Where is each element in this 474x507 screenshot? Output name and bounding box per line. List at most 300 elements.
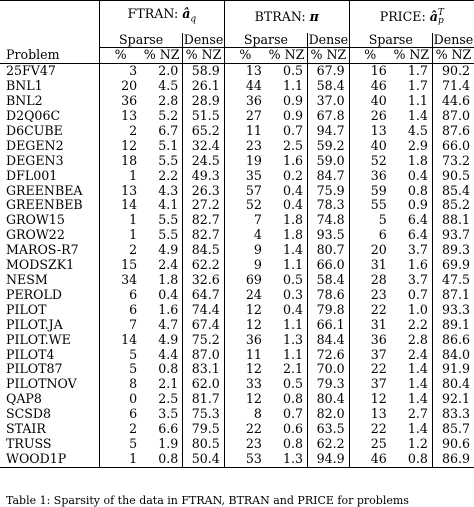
table-row (0, 333, 474, 348)
price-sparse-pctnz: 1.4 (407, 108, 428, 124)
ftran-sparse-pctnz: 2.4 (158, 257, 179, 273)
btran-sparse-pct: 4 (224, 228, 266, 243)
btran-dense-pctnz: 79.8 (308, 303, 350, 318)
ftran-sparse-pctnz: 0.8 (158, 450, 179, 466)
table-row (0, 318, 474, 333)
btran-sparse-pctnz: 0.8 (283, 435, 304, 451)
ftran-sparse-pct: 7 (100, 318, 142, 333)
price-sparse-pct: 6 (349, 228, 391, 243)
ftran-dense-pctnz: 32.6 (183, 273, 225, 288)
btran-sparse-pctnz: 1.8 (283, 212, 304, 228)
price-sparse-pctnz: 1.4 (407, 391, 428, 407)
ftran-dense-pctnz: 87.0 (183, 348, 225, 363)
table-row (0, 198, 474, 213)
price-dense-pctnz: 44.6 (432, 94, 474, 109)
ftran-dense-pctnz: 27.2 (183, 198, 225, 213)
table-row (0, 124, 474, 139)
problem-name: 25FV47 (6, 63, 56, 79)
btran-sparse-pct: 9 (224, 258, 266, 273)
price-sparse-pct: 23 (349, 288, 391, 303)
ftran-sparse-pctnz: 2.8 (158, 93, 179, 109)
problem-name: NESM (6, 272, 48, 288)
ftran-sparse-pct: 1 (100, 213, 142, 228)
ftran-dense-pctnz: 24.5 (183, 154, 225, 169)
header-empty (0, 1, 100, 33)
ftran-dense-pctnz: 79.5 (183, 422, 225, 437)
col-ftran-pct: % (100, 48, 142, 64)
problem-name: PILOT.WE (6, 331, 71, 347)
ftran-dense-pctnz: 82.7 (183, 213, 225, 228)
btran-dense-pctnz: 66.1 (308, 318, 350, 333)
price-sparse-head: Sparse (349, 33, 432, 48)
btran-dense-pctnz: 94.7 (308, 124, 350, 139)
price-sparse-pct: 12 (349, 392, 391, 407)
problem-name: DFL001 (6, 167, 58, 183)
ftran-sparse-pctnz: 4.3 (158, 182, 179, 198)
ftran-dense-pctnz: 62.2 (183, 258, 225, 273)
group-ftran: FTRAN: $â_q$ (100, 1, 225, 33)
ftran-sparse-pct: 5 (100, 348, 142, 363)
table-row (0, 303, 474, 318)
table-row (0, 407, 474, 422)
ftran-dense-pctnz: 75.2 (183, 333, 225, 348)
table-row (0, 377, 474, 392)
ftran-sparse-pct: 1 (100, 452, 142, 467)
btran-dense-pctnz: 70.0 (308, 362, 350, 377)
ftran-sparse-pct: 0 (100, 392, 142, 407)
btran-sparse-pctnz: 0.8 (283, 391, 304, 407)
price-dense-pctnz: 87.6 (432, 124, 474, 139)
btran-sparse-pct: 11 (224, 348, 266, 363)
group-btran: BTRAN: π (224, 1, 349, 33)
ftran-sparse-pct: 1 (100, 228, 142, 243)
btran-sparse-pct: 12 (224, 318, 266, 333)
ftran-sparse-pct: 13 (100, 184, 142, 199)
btran-sparse-pct: 23 (224, 437, 266, 452)
ftran-sparse-pct: 15 (100, 258, 142, 273)
price-sparse-pctnz: 1.8 (407, 152, 428, 168)
ftran-dense-pctnz: 65.2 (183, 124, 225, 139)
price-sparse-pctnz: 0.9 (407, 197, 428, 213)
price-sparse-pctnz: 3.7 (407, 272, 428, 288)
price-dense-pctnz: 90.5 (432, 169, 474, 184)
table-row (0, 64, 474, 79)
col-ftran-dense-pctnz: % NZ (183, 48, 225, 64)
btran-sparse-pctnz: 0.6 (283, 421, 304, 437)
problem-name: PILOT (6, 301, 47, 317)
ftran-dense-pctnz: 62.0 (183, 377, 225, 392)
table-body (0, 64, 474, 467)
price-sparse-pct: 36 (349, 333, 391, 348)
price-sparse-pct: 22 (349, 422, 391, 437)
btran-dense-pctnz: 74.8 (308, 213, 350, 228)
btran-sparse-pct: 53 (224, 452, 266, 467)
price-dense-pctnz: 84.0 (432, 348, 474, 363)
price-sparse-pct: 13 (349, 407, 391, 422)
problem-name: PILOT.JA (6, 316, 63, 332)
ftran-sparse-pctnz: 2.1 (158, 376, 179, 392)
ftran-sparse-pctnz: 2.2 (158, 167, 179, 183)
problem-name: PILOTNOV (6, 376, 77, 392)
ftran-sparse-pct: 20 (100, 79, 142, 94)
btran-sparse-pctnz: 2.1 (283, 361, 304, 377)
btran-sparse-pct: 12 (224, 303, 266, 318)
price-sparse-pct: 26 (349, 109, 391, 124)
btran-sparse-pct: 36 (224, 333, 266, 348)
price-sparse-pctnz: 1.1 (407, 93, 428, 109)
btran-sparse-pct: 19 (224, 154, 266, 169)
btran-sparse-pct: 8 (224, 407, 266, 422)
btran-dense-pctnz: 72.6 (308, 348, 350, 363)
btran-sparse-pctnz: 0.9 (283, 93, 304, 109)
btran-sparse-pctnz: 2.5 (283, 137, 304, 153)
price-dense-pctnz: 87.0 (432, 109, 474, 124)
btran-dense-head: Dense (308, 31, 349, 47)
ftran-sparse-pct: 12 (100, 139, 142, 154)
price-sparse-pct: 13 (349, 124, 391, 139)
ftran-sparse-pctnz: 0.8 (158, 361, 179, 377)
btran-sparse-pctnz: 1.1 (283, 78, 304, 94)
ftran-dense-pctnz: 50.4 (183, 452, 225, 467)
btran-sparse-pct: 35 (224, 169, 266, 184)
ftran-dense-pctnz: 67.4 (183, 318, 225, 333)
btran-dense-pctnz: 84.7 (308, 169, 350, 184)
table-row (0, 94, 474, 109)
problem-name: PEROLD (6, 286, 62, 302)
ftran-sparse-pct: 5 (100, 437, 142, 452)
ftran-sparse-pctnz: 5.2 (158, 108, 179, 124)
btran-sparse-pctnz: 1.1 (283, 257, 304, 273)
price-sparse-pctnz: 3.7 (407, 242, 428, 258)
problem-name: D2Q06C (6, 108, 61, 124)
price-sparse-pctnz: 4.5 (407, 122, 428, 138)
btran-sparse-pctnz: 1.6 (283, 152, 304, 168)
ftran-dense-head: Dense (183, 31, 224, 47)
btran-sparse-pctnz: 0.9 (283, 108, 304, 124)
btran-sparse-pctnz: 1.3 (283, 331, 304, 347)
price-sparse-pct: 25 (349, 437, 391, 452)
price-dense-head: Dense (433, 31, 474, 47)
table-row (0, 184, 474, 199)
header-empty-2 (0, 33, 100, 48)
btran-dense-pctnz: 75.9 (308, 184, 350, 199)
price-sparse-pctnz: 1.7 (407, 63, 428, 79)
price-dense-pctnz: 69.9 (432, 258, 474, 273)
problem-name: GROW22 (6, 227, 65, 243)
price-dense-pctnz: 86.6 (432, 333, 474, 348)
col-btran-dense-pctnz: % NZ (308, 48, 350, 64)
price-dense-pctnz: 92.1 (432, 392, 474, 407)
ftran-sparse-pctnz: 5.1 (158, 137, 179, 153)
col-problem: Problem (6, 47, 60, 63)
ftran-dense-pctnz: 64.7 (183, 288, 225, 303)
price-sparse-pctnz: 0.8 (407, 182, 428, 198)
ftran-sparse-pct: 8 (100, 377, 142, 392)
price-dense-pctnz: 85.4 (432, 184, 474, 199)
btran-sparse-pct: 23 (224, 139, 266, 154)
ftran-dense-pctnz: 49.3 (183, 169, 225, 184)
ftran-sparse-pct: 14 (100, 333, 142, 348)
ftran-sparse-pct: 2 (100, 422, 142, 437)
ftran-dense-pctnz: 81.7 (183, 392, 225, 407)
btran-sparse-pct: 13 (224, 64, 266, 79)
price-dense-pctnz: 93.3 (432, 303, 474, 318)
btran-sparse-pct: 33 (224, 377, 266, 392)
col-price-pctnz: % NZ (393, 47, 430, 63)
price-dense-pctnz: 89.3 (432, 243, 474, 258)
price-dense-pctnz: 73.2 (432, 154, 474, 169)
ftran-sparse-pctnz: 3.5 (158, 406, 179, 422)
btran-dense-pctnz: 62.2 (308, 437, 350, 452)
problem-name: MODSZK1 (6, 257, 75, 273)
btran-sparse-pct: 44 (224, 79, 266, 94)
price-dense-pctnz: 90.6 (432, 437, 474, 452)
ftran-sparse-pct: 2 (100, 243, 142, 258)
ftran-dense-pctnz: 75.3 (183, 407, 225, 422)
price-sparse-pctnz: 2.2 (407, 316, 428, 332)
problem-name: DEGEN2 (6, 137, 64, 153)
ftran-dense-pctnz: 83.1 (183, 362, 225, 377)
ftran-dense-pctnz: 28.9 (183, 94, 225, 109)
table-row (0, 392, 474, 407)
table-row (0, 79, 474, 94)
btran-dense-pctnz: 59.2 (308, 139, 350, 154)
table-row (0, 288, 474, 303)
price-dense-pctnz: 87.1 (432, 288, 474, 303)
col-price-dense-pctnz: % NZ (432, 48, 474, 64)
btran-dense-pctnz: 37.0 (308, 94, 350, 109)
table-row (0, 273, 474, 288)
price-sparse-pct: 46 (349, 452, 391, 467)
btran-sparse-pct: 22 (224, 422, 266, 437)
ftran-sparse-pct: 6 (100, 288, 142, 303)
price-sparse-pct: 37 (349, 348, 391, 363)
price-dense-pctnz: 86.9 (432, 452, 474, 467)
btran-sparse-pctnz: 0.2 (283, 167, 304, 183)
btran-sparse-pct: 12 (224, 392, 266, 407)
price-dense-pctnz: 47.5 (432, 273, 474, 288)
btran-sparse-pctnz: 0.5 (283, 376, 304, 392)
ftran-sparse-pctnz: 4.1 (158, 197, 179, 213)
ftran-dense-pctnz: 82.7 (183, 228, 225, 243)
ftran-sparse-pctnz: 6.7 (158, 122, 179, 138)
ftran-dense-pctnz: 26.1 (183, 79, 225, 94)
btran-sparse-pctnz: 0.4 (283, 197, 304, 213)
btran-dense-pctnz: 94.9 (308, 452, 350, 467)
ftran-sparse-pctnz: 5.5 (158, 212, 179, 228)
price-sparse-pctnz: 2.9 (407, 137, 428, 153)
btran-dense-pctnz: 59.0 (308, 154, 350, 169)
ftran-sparse-pctnz: 4.4 (158, 346, 179, 362)
price-sparse-pct: 37 (349, 377, 391, 392)
price-sparse-pctnz: 2.8 (407, 331, 428, 347)
price-sparse-pct: 20 (349, 243, 391, 258)
price-sparse-pct: 36 (349, 169, 391, 184)
btran-sparse-pct: 7 (224, 213, 266, 228)
price-dense-pctnz: 89.1 (432, 318, 474, 333)
price-sparse-pctnz: 1.7 (407, 78, 428, 94)
table-row (0, 139, 474, 154)
table-row (0, 452, 474, 467)
ftran-sparse-pctnz: 4.7 (158, 316, 179, 332)
price-dense-pctnz: 90.2 (432, 64, 474, 79)
btran-dense-pctnz: 67.9 (308, 64, 350, 79)
price-dense-pctnz: 85.7 (432, 422, 474, 437)
ftran-sparse-pctnz: 1.6 (158, 301, 179, 317)
btran-dense-pctnz: 66.0 (308, 258, 350, 273)
price-dense-pctnz: 93.7 (432, 228, 474, 243)
ftran-dense-pctnz: 32.4 (183, 139, 225, 154)
btran-dense-pctnz: 93.5 (308, 228, 350, 243)
ftran-dense-pctnz: 84.5 (183, 243, 225, 258)
btran-dense-pctnz: 79.3 (308, 377, 350, 392)
table-row (0, 169, 474, 184)
ftran-sparse-pct: 6 (100, 303, 142, 318)
problem-name: STAIR (6, 421, 46, 437)
price-dense-pctnz: 66.0 (432, 139, 474, 154)
price-sparse-pct: 40 (349, 94, 391, 109)
ftran-sparse-pctnz: 2.5 (158, 391, 179, 407)
price-sparse-pctnz: 0.8 (407, 450, 428, 466)
table-row (0, 243, 474, 258)
btran-sparse-pctnz: 1.8 (283, 227, 304, 243)
btran-dense-pctnz: 78.6 (308, 288, 350, 303)
table-row (0, 213, 474, 228)
ftran-sparse-pctnz: 1.9 (158, 435, 179, 451)
problem-name: GREENBEB (6, 197, 83, 213)
price-sparse-pct: 22 (349, 362, 391, 377)
ftran-dense-pctnz: 74.4 (183, 303, 225, 318)
price-sparse-pctnz: 0.4 (407, 167, 428, 183)
btran-sparse-pctnz: 0.7 (283, 406, 304, 422)
ftran-dense-pctnz: 58.9 (183, 64, 225, 79)
price-sparse-pctnz: 1.2 (407, 435, 428, 451)
price-sparse-pct: 22 (349, 303, 391, 318)
problem-name: GROW15 (6, 212, 65, 228)
problem-name: BNL2 (6, 93, 43, 109)
price-dense-pctnz: 80.4 (432, 377, 474, 392)
ftran-sparse-pct: 13 (100, 109, 142, 124)
ftran-sparse-pctnz: 5.5 (158, 152, 179, 168)
btran-sparse-pctnz: 0.4 (283, 182, 304, 198)
price-sparse-pct: 28 (349, 273, 391, 288)
ftran-sparse-pctnz: 4.9 (158, 331, 179, 347)
btran-sparse-pctnz: 0.7 (283, 122, 304, 138)
price-sparse-pct: 59 (349, 184, 391, 199)
btran-sparse-pct: 36 (224, 94, 266, 109)
btran-dense-pctnz: 63.5 (308, 422, 350, 437)
ftran-sparse-pctnz: 4.9 (158, 242, 179, 258)
problem-name: BNL1 (6, 78, 43, 94)
btran-dense-pctnz: 58.4 (308, 273, 350, 288)
table-row (0, 437, 474, 452)
ftran-sparse-pctnz: 1.8 (158, 272, 179, 288)
ftran-sparse-pct: 1 (100, 169, 142, 184)
ftran-dense-pctnz: 51.5 (183, 109, 225, 124)
price-dense-pctnz: 83.3 (432, 407, 474, 422)
table-row (0, 422, 474, 437)
ftran-sparse-pct: 5 (100, 362, 142, 377)
ftran-dense-pctnz: 26.3 (183, 184, 225, 199)
price-dense-pctnz: 85.2 (432, 198, 474, 213)
price-sparse-pctnz: 2.7 (407, 406, 428, 422)
btran-dense-pctnz: 78.3 (308, 198, 350, 213)
col-btran-pct: % (224, 48, 266, 64)
problem-name: SCSD8 (6, 406, 52, 422)
btran-sparse-pct: 11 (224, 124, 266, 139)
table-row (0, 228, 474, 243)
btran-sparse-pctnz: 1.3 (283, 450, 304, 466)
btran-sparse-pctnz: 1.1 (283, 316, 304, 332)
price-sparse-pct: 31 (349, 258, 391, 273)
ftran-sparse-pctnz: 2.0 (158, 63, 179, 79)
col-btran-pctnz: % NZ (268, 47, 305, 63)
price-sparse-pctnz: 0.7 (407, 286, 428, 302)
col-price-pct: % (349, 48, 391, 64)
btran-sparse-pct: 12 (224, 362, 266, 377)
btran-sparse-pctnz: 1.4 (283, 242, 304, 258)
price-sparse-pct: 16 (349, 64, 391, 79)
btran-dense-pctnz: 82.0 (308, 407, 350, 422)
price-sparse-pctnz: 6.4 (407, 212, 428, 228)
price-sparse-pct: 52 (349, 154, 391, 169)
ftran-sparse-pct: 34 (100, 273, 142, 288)
ftran-sparse-pct: 3 (100, 64, 142, 79)
price-sparse-pctnz: 6.4 (407, 227, 428, 243)
problem-name: TRUSS (6, 435, 52, 451)
btran-sparse-pctnz: 0.5 (283, 272, 304, 288)
ftran-sparse-pct: 6 (100, 407, 142, 422)
table-row (0, 348, 474, 363)
problem-name: DEGEN3 (6, 152, 64, 168)
btran-sparse-pct: 27 (224, 109, 266, 124)
price-dense-pctnz: 91.9 (432, 362, 474, 377)
col-ftran-pctnz: % NZ (143, 47, 180, 63)
ftran-sparse-pctnz: 0.4 (158, 286, 179, 302)
problem-name: MAROS-R7 (6, 242, 79, 258)
table-row (0, 258, 474, 273)
price-dense-pctnz: 88.1 (432, 213, 474, 228)
table-row (0, 362, 474, 377)
btran-sparse-pct: 69 (224, 273, 266, 288)
price-sparse-pct: 55 (349, 198, 391, 213)
btran-sparse-pctnz: 0.4 (283, 301, 304, 317)
price-sparse-pct: 46 (349, 79, 391, 94)
btran-sparse-pctnz: 1.1 (283, 346, 304, 362)
ftran-sparse-pct: 18 (100, 154, 142, 169)
price-sparse-pct: 5 (349, 213, 391, 228)
btran-dense-pctnz: 67.8 (308, 109, 350, 124)
problem-name: GREENBEA (6, 182, 83, 198)
ftran-sparse-pct: 14 (100, 198, 142, 213)
ftran-sparse-head: Sparse (100, 33, 183, 48)
btran-dense-pctnz: 80.4 (308, 392, 350, 407)
ftran-sparse-pctnz: 4.5 (158, 78, 179, 94)
btran-sparse-pctnz: 0.5 (283, 63, 304, 79)
btran-sparse-pctnz: 0.3 (283, 286, 304, 302)
btran-dense-pctnz: 58.4 (308, 79, 350, 94)
price-sparse-pctnz: 1.0 (407, 301, 428, 317)
ftran-sparse-pct: 36 (100, 94, 142, 109)
price-sparse-pctnz: 1.6 (407, 257, 428, 273)
ftran-sparse-pct: 2 (100, 124, 142, 139)
table-row (0, 154, 474, 169)
price-sparse-pct: 31 (349, 318, 391, 333)
price-sparse-pct: 40 (349, 139, 391, 154)
price-dense-pctnz: 71.4 (432, 79, 474, 94)
price-sparse-pctnz: 1.4 (407, 376, 428, 392)
table-caption: Table 1: Sparsity of the data in FTRAN, BTRAN and PRICE for problems (6, 494, 409, 507)
